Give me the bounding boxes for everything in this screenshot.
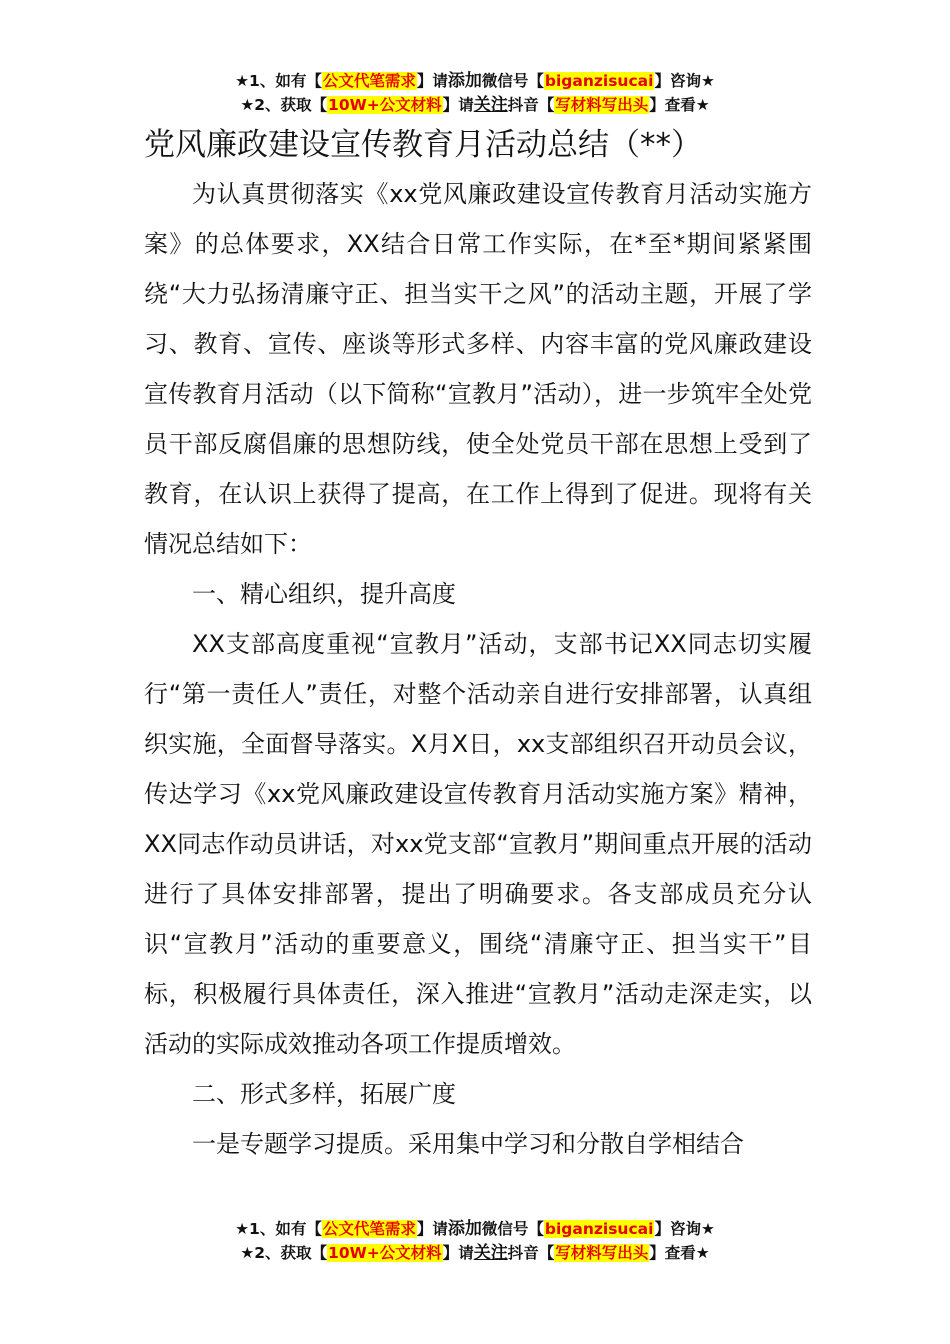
banner-text: 】咨询★ [654, 72, 715, 90]
banner-text: 关注 [473, 95, 508, 115]
banner-highlight: 公文代笔需求 [322, 72, 416, 90]
banner-text: 抖音【 [507, 96, 555, 114]
banner-line-1 [0, 1217, 950, 1241]
banner-text: 抖音【 [507, 1244, 555, 1262]
paragraph-intro: 为认真贯彻落实《xx党风廉政建设宣传教育月活动实施方案》的总体要求，XX结合日常工作实际，在*至*期间紧紧围绕“大力弘扬清廉守正、担当实干之风”的活动主题，开展了学习、教育、宣传、座谈等形式多样、内容丰富的党风廉政建设宣传教育月活动（以下简称“宣教月”活动），进一步筑牢全处党员干部反腐倡廉的思想防线，使全处党员干部在思想上受到了教育，在认识上获得了提高，在工作上得到了促进。现将有关情况总结如下： [144, 180, 812, 558]
banner-text: 】请 [442, 1244, 474, 1262]
banner-text: ★2、获取【 [240, 96, 328, 114]
banner-text: ★1、如有【 [235, 1220, 322, 1238]
banner-line-1 [0, 69, 950, 93]
banner-text: ★2、获取【 [240, 1244, 328, 1262]
paragraph-section-1: XX支部高度重视“宣教月”活动，支部书记XX同志切实履行“第一责任人”责任，对整个活动亲自进行安排部署，认真组织实施，全面督导落实。X月X日，xx支部组织召开动员会议，传达学习《xx党风廉政建设宣传教育月活动实施方案》精神，XX同志作动员讲话，对xx党支部“宣教月”期间重点开展的活动进行了具体安排部署，提出了明确要求。各支部成员充分认识“宣教月”活动的重要意义，围绕“清廉守正、担当实干”目标，积极履行具体责任，深入推进“宣教月”活动走深走实，以活动的实际成效推动各项工作提质增效。 [144, 630, 812, 1058]
banner-text: 】请 [416, 72, 448, 90]
banner-text: 关注 [473, 1243, 508, 1263]
top-banner [0, 69, 950, 117]
banner-text: 添加 [447, 1219, 482, 1239]
banner-text: 微信号【 [481, 72, 544, 90]
banner-text: 】请 [416, 1220, 448, 1238]
banner-line-2 [0, 93, 950, 117]
paragraph-section-2: 一是专题学习提质。采用集中学习和分散自学相结合 [192, 1130, 744, 1158]
banner-text: 】查看★ [649, 96, 710, 114]
banner-highlight: 写材料写出头 [555, 1244, 649, 1262]
banner-line-2 [0, 1241, 950, 1265]
document-body [144, 169, 812, 1169]
banner-highlight: biganzisucai [544, 1220, 654, 1238]
banner-text: ★1、如有【 [235, 72, 322, 90]
bottom-banner [0, 1217, 950, 1265]
banner-text: 】请 [442, 96, 474, 114]
banner-text: 微信号【 [481, 1220, 544, 1238]
section-heading-1: 一、精心组织，提升高度 [192, 580, 456, 608]
banner-text: 添加 [447, 71, 482, 91]
section-heading-2: 二、形式多样，拓展广度 [192, 1080, 456, 1108]
banner-highlight: 写材料写出头 [555, 96, 649, 114]
banner-text: 】咨询★ [654, 1220, 715, 1238]
banner-highlight: biganzisucai [544, 72, 654, 90]
banner-highlight: 公文代笔需求 [322, 1220, 416, 1238]
banner-highlight: 10W+公文材料 [328, 1244, 442, 1262]
document-title: 党风廉政建设宣传教育月活动总结（**） [144, 127, 702, 163]
banner-highlight: 10W+公文材料 [328, 96, 442, 114]
banner-text: 】查看★ [649, 1244, 710, 1262]
